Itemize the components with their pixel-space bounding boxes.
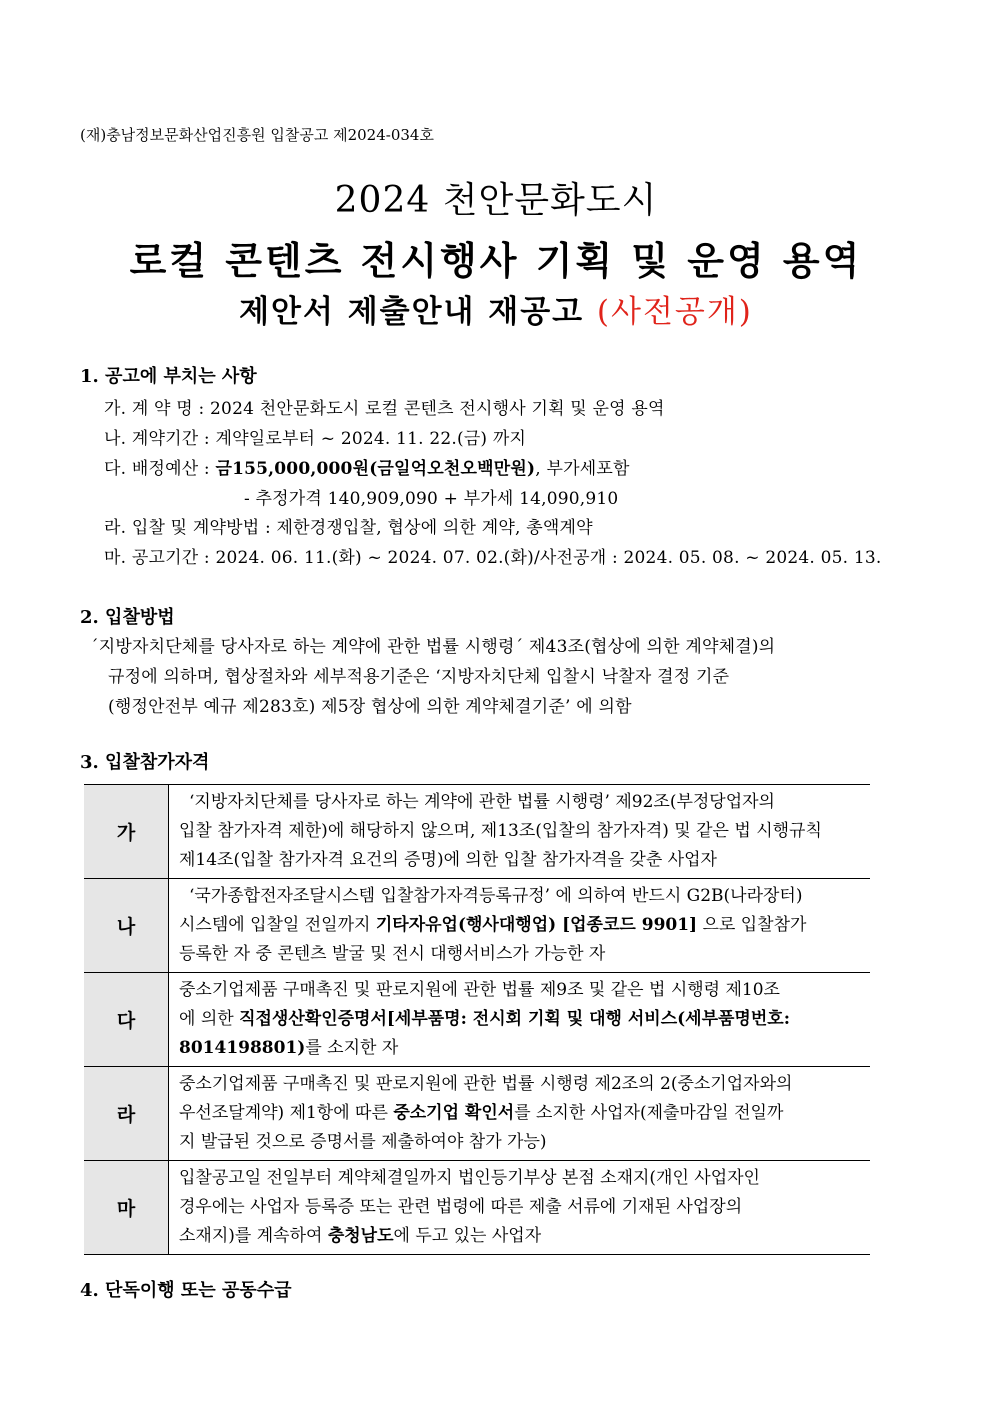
budget-vat: , 부가세포함 [535, 459, 630, 479]
row-key: 마 [84, 1161, 169, 1255]
title-line-1: 2024 천안문화도시 [334, 180, 658, 221]
row-line: 중소기업제품 구매촉진 및 판로지원에 관한 법률 시행령 제2조의 2(중소기업자와의 [179, 1074, 793, 1094]
row-text: 으로 입찰참가 [697, 915, 807, 935]
row-key: 라 [84, 1067, 169, 1161]
row-line [179, 1034, 864, 1063]
qualification-table [84, 784, 870, 1255]
table-row [84, 973, 870, 1067]
contract-name: 가. 계 약 명 : 2024 천안문화도시 로컬 콘텐츠 전시행사 기획 및 운영 용역 [104, 399, 665, 419]
row-content [169, 879, 871, 973]
row-line: 제14조(입찰 참가자격 요건의 증명)에 의한 입찰 참가자격을 갖춘 사업자 [179, 850, 717, 870]
sme-certificate: 중소기업 확인서 [393, 1103, 515, 1123]
budget-label: 다. 배정예산 : [104, 459, 216, 479]
notice-period: 마. 공고기간 : 2024. 06. 11.(화) ~ 2024. 07. 02.(화)/사전공개 : 2024. 05. 08. ~ 2024. 05. 13. [104, 548, 882, 568]
row-line: 지 발급된 것으로 증명서를 제출하여야 참가 가능) [179, 1132, 547, 1152]
contract-period: 나. 계약기간 : 계약일로부터 ~ 2024. 11. 22.(금) 까지 [104, 429, 527, 449]
row-text: 에 의한 [179, 1009, 240, 1029]
row-text: 시스템에 입찰일 전일까지 [179, 915, 376, 935]
row-line: ‘국가종합전자조달시스템 입찰참가자격등록규정’ 에 의하여 반드시 G2B(나라장터) [189, 886, 803, 906]
row-line [179, 911, 864, 940]
row-line: 입찰공고일 전일부터 계약체결일까지 법인등기부상 본점 소재지(개인 사업자인 [179, 1168, 760, 1188]
budget-detail: - 추정가격 140,909,090 + 부가세 14,090,910 [244, 489, 619, 509]
row-line: ‘지방자치단체를 당사자로 하는 계약에 관한 법률 시행령’ 제92조(부정당업자의 [189, 792, 775, 812]
table-row [84, 785, 870, 879]
row-content [169, 973, 871, 1067]
title-line-3-main: 제안서 제출안내 재공고 [239, 294, 597, 330]
notice-number: (재)충남정보문화산업진흥원 입찰공고 제2024-034호 [80, 126, 434, 144]
title-line-3 [0, 286, 992, 331]
item-number: 8014198801) [179, 1038, 306, 1058]
bid-method-line-2: 규정에 의하며, 협상절차와 세부적용기준은 ‘지방자치단체 입찰시 낙찰자 결정 기준 [108, 667, 730, 687]
budget-amount: 금155,000,000원(금일억오천오백만원) [215, 459, 536, 479]
row-text: 소재지)를 계속하여 [179, 1226, 328, 1246]
row-key: 다 [84, 973, 169, 1067]
region-name: 충청남도 [327, 1226, 394, 1246]
row-line [179, 1005, 864, 1034]
table-row [84, 1161, 870, 1255]
section-1-heading: 1. 공고에 부치는 사항 [80, 366, 257, 387]
section-2-heading: 2. 입찰방법 [80, 607, 175, 628]
row-line: 중소기업제품 구매촉진 및 판로지원에 관한 법률 제9조 및 같은 법 시행령 제10조 [179, 980, 780, 1000]
row-line [179, 1222, 864, 1251]
bid-method-line-1: ´지방자치단체를 당사자로 하는 계약에 관한 법률 시행령´ 제43조(협상에 의한 계약체결)의 [90, 637, 776, 657]
row-content [169, 1161, 871, 1255]
bid-method-line-3: (행정안전부 예규 제283호) 제5장 협상에 의한 계약체결기준’ 에 의함 [108, 697, 632, 717]
table-row [84, 879, 870, 973]
table-row [84, 1067, 870, 1161]
row-key: 나 [84, 879, 169, 973]
section-3-heading: 3. 입찰참가자격 [80, 752, 210, 773]
row-content [169, 1067, 871, 1161]
title-line-2: 로컬 콘텐츠 전시행사 기획 및 운영 용역 [129, 238, 863, 283]
row-text: 에 두고 있는 사업자 [393, 1226, 542, 1246]
pre-release-tag: (사전공개) [596, 294, 753, 330]
bid-method: 라. 입찰 및 계약방법 : 제한경쟁입찰, 협상에 의한 계약, 총액계약 [104, 518, 593, 538]
section-4-heading: 4. 단독이행 또는 공동수급 [80, 1280, 292, 1301]
row-line: 경우에는 사업자 등록증 또는 관련 법령에 따른 제출 서류에 기재된 사업장의 [179, 1197, 743, 1217]
row-text: 를 소지한 사업자(제출마감일 전일까 [514, 1103, 784, 1123]
row-line: 등록한 자 중 콘텐츠 발굴 및 전시 대행서비스가 가능한 자 [179, 944, 606, 964]
row-line [179, 1099, 864, 1128]
row-key: 가 [84, 785, 169, 879]
industry-code: 기타자유업(행사대행업) [업종코드 9901] [375, 915, 698, 935]
budget [104, 454, 630, 479]
certificate-name: 직접생산확인증명서[세부품명: 전시회 기획 및 대행 서비스(세부품명번호: [239, 1009, 790, 1029]
row-text: 를 소지한 자 [305, 1038, 399, 1058]
row-content [169, 785, 871, 879]
row-line: 입찰 참가자격 제한)에 해당하지 않으며, 제13조(입찰의 참가자격) 및 같은 법 시행규칙 [179, 821, 822, 841]
row-text: 우선조달계약) 제1항에 따른 [179, 1103, 394, 1123]
